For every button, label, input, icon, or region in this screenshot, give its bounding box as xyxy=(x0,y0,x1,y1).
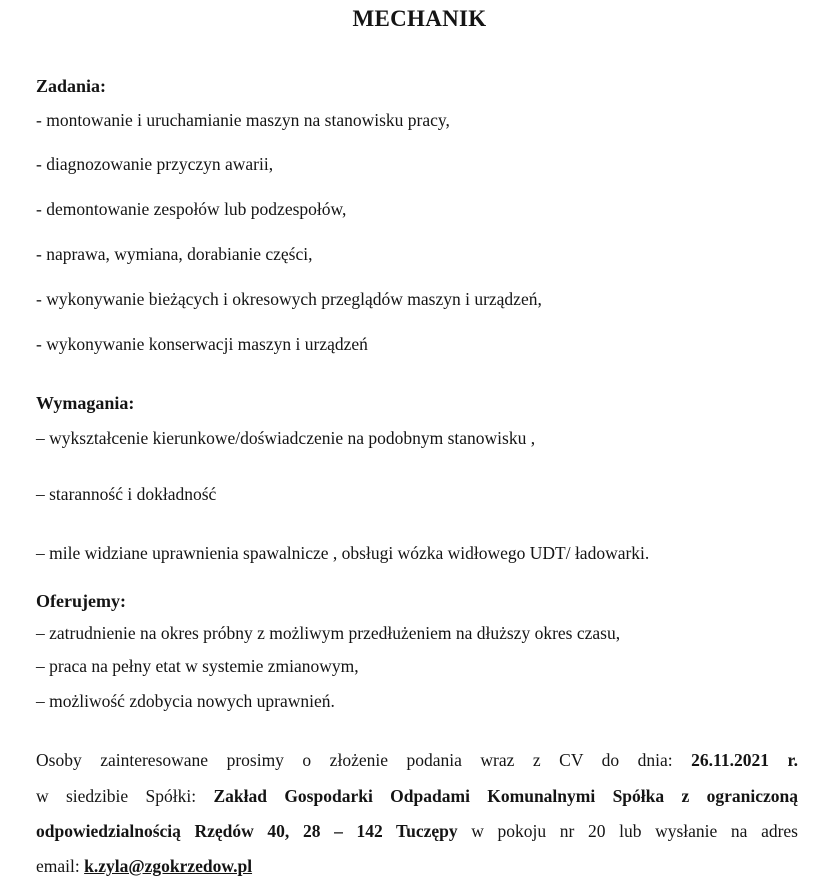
closing-line-4 xyxy=(36,856,798,877)
list-item: - diagnozowanie przyczyn awarii, xyxy=(36,154,274,174)
list-item: – możliwość zdobycia nowych uprawnień. xyxy=(36,691,335,711)
deadline-date: 26.11.2021 r. xyxy=(691,750,798,770)
list-item: - demontowanie zespołów lub podzespołów, xyxy=(36,199,347,219)
closing-text: Osoby zainteresowane prosimy o złożenie podania wraz z CV do dnia: xyxy=(36,750,692,770)
list-item: – praca na pełny etat w systemie zmianowym, xyxy=(36,656,359,676)
section-heading-oferujemy: Oferujemy: xyxy=(36,591,126,611)
list-item: - montowanie i uruchamianie maszyn na stanowisku pracy, xyxy=(36,110,450,130)
company-address: odpowiedzialnością Rzędów 40, 28 – 142 Tuczępy xyxy=(36,821,458,841)
closing-line-2 xyxy=(36,786,798,807)
list-item: - wykonywanie konserwacji maszyn i urządzeń xyxy=(36,334,368,354)
list-item: – zatrudnienie na okres próbny z możliwym przedłużeniem na dłuższy okres czasu, xyxy=(36,623,621,643)
list-item: – staranność i dokładność xyxy=(36,484,217,504)
list-item: – wykształcenie kierunkowe/doświadczenie na podobnym stanowisku , xyxy=(36,428,536,448)
section-heading-zadania: Zadania: xyxy=(36,76,107,96)
closing-text: w siedzibie Spółki: xyxy=(36,786,214,806)
list-item: – mile widziane uprawnienia spawalnicze , obsługi wózka widłowego UDT/ ładowarki. xyxy=(36,543,650,563)
section-heading-wymagania: Wymagania: xyxy=(36,393,135,413)
closing-line-1 xyxy=(36,750,798,771)
page-title: MECHANIK xyxy=(352,6,487,31)
closing-line-3 xyxy=(36,821,798,842)
email-link[interactable]: k.zyla@zgokrzedow.pl xyxy=(84,856,253,876)
closing-text: w pokoju nr 20 lub wysłanie na adres xyxy=(457,821,798,841)
list-item: - naprawa, wymiana, dorabianie części, xyxy=(36,244,313,264)
company-name: Zakład Gospodarki Odpadami Komunalnymi Spółka z ograniczoną xyxy=(213,786,798,806)
list-item: - wykonywanie bieżących i okresowych przeglądów maszyn i urządzeń, xyxy=(36,289,542,309)
email-label: email: xyxy=(36,856,85,876)
